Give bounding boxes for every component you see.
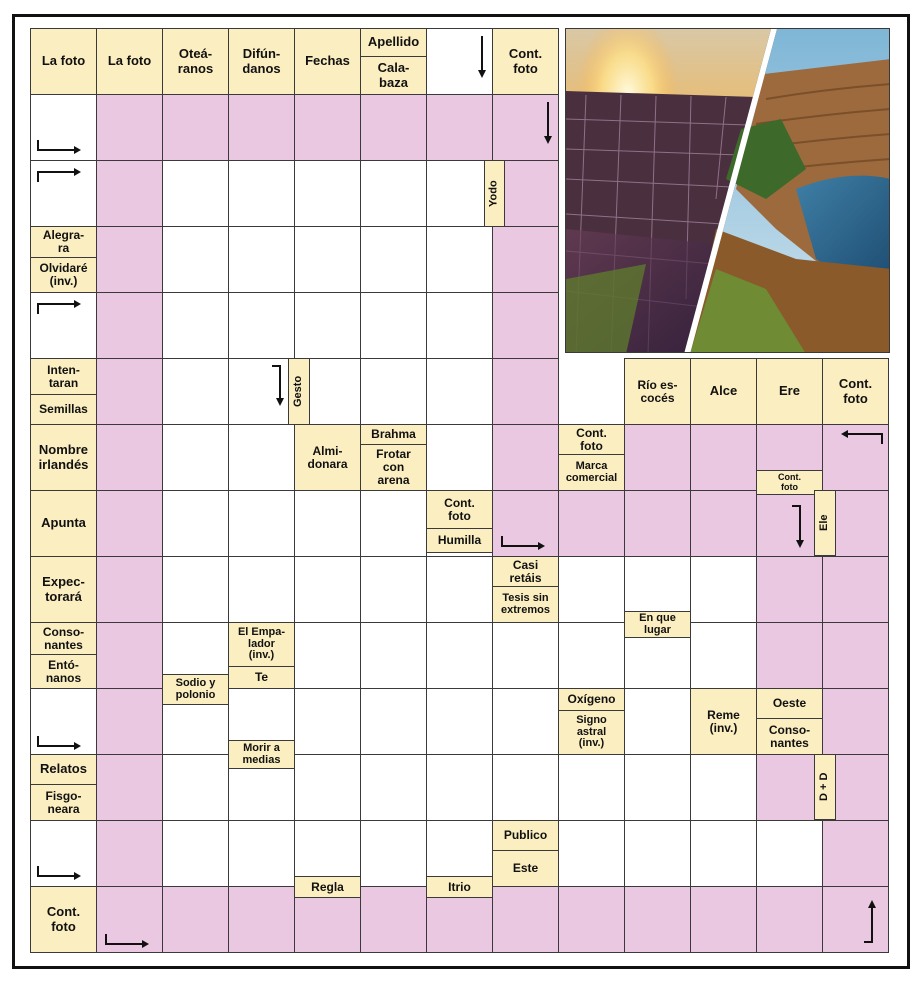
- clue-intentaran: Inten- taran: [30, 358, 97, 395]
- grid-cell: [624, 424, 691, 491]
- grid-cell[interactable]: [30, 160, 97, 227]
- grid-cell[interactable]: [294, 490, 361, 557]
- puzzle-photo: [565, 28, 890, 353]
- clue-cont-foto-right: Cont. foto: [822, 358, 889, 425]
- grid-cell[interactable]: [360, 490, 427, 557]
- grid-cell: [756, 886, 823, 953]
- clue-d-mas-d: D + D: [814, 754, 836, 820]
- grid-cell: [558, 490, 625, 557]
- grid-cell[interactable]: [294, 160, 361, 227]
- grid-cell[interactable]: [426, 424, 493, 491]
- grid-cell[interactable]: [756, 820, 823, 887]
- grid-cell: [624, 490, 691, 557]
- clue-ele: Ele: [814, 490, 836, 556]
- grid-cell[interactable]: [294, 556, 361, 623]
- clue-almidonara: Almi- donara: [294, 424, 361, 491]
- clue-entonanos: Entó- nanos: [30, 654, 97, 689]
- clue-cont-foto-bottom: Cont. foto: [30, 886, 97, 953]
- clue-cont-foto-top: Cont. foto: [492, 28, 559, 95]
- grid-cell: [756, 490, 823, 557]
- clue-apunta: Apunta: [30, 490, 97, 557]
- grid-cell: [822, 886, 889, 953]
- clue-el-empalador: El Empa- lador (inv.): [228, 622, 295, 667]
- grid-cell: [492, 358, 559, 425]
- grid-cell: [426, 94, 493, 161]
- grid-cell[interactable]: [360, 292, 427, 359]
- grid-cell[interactable]: [162, 490, 229, 557]
- grid-cell[interactable]: [690, 820, 757, 887]
- clue-alegrara: Alegra- ra: [30, 226, 97, 258]
- clue-relatos: Relatos: [30, 754, 97, 785]
- clue-yodo: Yodo: [484, 160, 505, 227]
- grid-cell: [228, 886, 295, 953]
- clue-semillas: Semillas: [30, 394, 97, 425]
- grid-cell[interactable]: [690, 556, 757, 623]
- grid-cell: [492, 424, 559, 491]
- grid-cell: [96, 160, 163, 227]
- grid-cell[interactable]: [360, 160, 427, 227]
- grid-cell[interactable]: [360, 358, 427, 425]
- clue-calabaza: Cala- baza: [360, 56, 427, 95]
- grid-cell: [822, 688, 889, 755]
- grid-cell[interactable]: [162, 820, 229, 887]
- clue-tesis-sin-extremos: Tesis sin extremos: [492, 586, 559, 623]
- grid-cell: [294, 94, 361, 161]
- grid-cell: [96, 226, 163, 293]
- grid-cell[interactable]: [162, 754, 229, 821]
- grid-cell[interactable]: [162, 556, 229, 623]
- clue-difundanos: Difún- danos: [228, 28, 295, 95]
- clue-casi-retais: Casi retáis: [492, 556, 559, 587]
- grid-cell: [360, 886, 427, 953]
- grid-cell: [360, 94, 427, 161]
- grid-cell[interactable]: [30, 292, 97, 359]
- clue-fechas: Fechas: [294, 28, 361, 95]
- grid-cell: [690, 490, 757, 557]
- clue-consonantes-2: Conso- nantes: [756, 718, 823, 755]
- grid-cell: [756, 622, 823, 689]
- grid-cell: [96, 886, 163, 953]
- grid-cell[interactable]: [294, 226, 361, 293]
- grid-cell[interactable]: [690, 754, 757, 821]
- clue-oteanos: Oteá- ranos: [162, 28, 229, 95]
- grid-cell: [96, 94, 163, 161]
- grid-cell[interactable]: [426, 622, 493, 689]
- clue-nombre-irlandes: Nombre irlandés: [30, 424, 97, 491]
- grid-cell[interactable]: [360, 820, 427, 887]
- grid-cell[interactable]: [426, 28, 493, 95]
- grid-cell[interactable]: [228, 226, 295, 293]
- clue-cont-foto-mid: Cont. foto: [558, 424, 625, 455]
- grid-cell[interactable]: [558, 754, 625, 821]
- clue-consonantes-1: Conso- nantes: [30, 622, 97, 655]
- clue-morir-a-medias: Morir a medias: [228, 740, 295, 769]
- grid-cell[interactable]: [558, 556, 625, 623]
- grid-cell[interactable]: [492, 622, 559, 689]
- grid-cell[interactable]: [294, 688, 361, 755]
- grid-cell[interactable]: [426, 292, 493, 359]
- grid-cell: [690, 424, 757, 491]
- grid-cell: [96, 754, 163, 821]
- grid-cell: [96, 622, 163, 689]
- clue-te: Te: [228, 666, 295, 689]
- clue-sodio-y-polonio: Sodio y polonio: [162, 674, 229, 705]
- clue-brahma: Brahma: [360, 424, 427, 445]
- grid-cell: [162, 94, 229, 161]
- grid-cell[interactable]: [228, 292, 295, 359]
- grid-cell[interactable]: [624, 754, 691, 821]
- grid-cell[interactable]: [360, 622, 427, 689]
- grid-cell[interactable]: [426, 226, 493, 293]
- grid-cell: [822, 820, 889, 887]
- grid-cell[interactable]: [228, 556, 295, 623]
- grid-cell: [96, 358, 163, 425]
- grid-cell[interactable]: [162, 160, 229, 227]
- grid-cell[interactable]: [426, 688, 493, 755]
- clue-fisgoneara: Fisgo- neara: [30, 784, 97, 821]
- clue-itrio: Itrio: [426, 876, 493, 898]
- clue-en-que-lugar: En que lugar: [624, 611, 691, 638]
- clue-cont-foto-small: Cont. foto: [756, 470, 823, 495]
- grid-cell: [756, 754, 823, 821]
- grid-cell[interactable]: [30, 820, 97, 887]
- grid-cell: [96, 490, 163, 557]
- grid-cell[interactable]: [426, 358, 493, 425]
- grid-cell[interactable]: [30, 94, 97, 161]
- grid-cell: [96, 688, 163, 755]
- clue-gesto: Gesto: [288, 358, 310, 425]
- clue-reme: Reme (inv.): [690, 688, 757, 755]
- grid-cell[interactable]: [294, 754, 361, 821]
- clue-ere: Ere: [756, 358, 823, 425]
- solar-and-mine-image: [566, 29, 890, 353]
- grid-cell[interactable]: [228, 358, 295, 425]
- grid-cell: [492, 94, 559, 161]
- clue-cont-foto-center: Cont. foto: [426, 490, 493, 529]
- grid-cell[interactable]: [228, 820, 295, 887]
- grid-cell[interactable]: [228, 160, 295, 227]
- grid-cell: [624, 886, 691, 953]
- grid-cell[interactable]: [360, 688, 427, 755]
- grid-cell: [822, 622, 889, 689]
- grid-cell[interactable]: [426, 556, 493, 623]
- grid-cell[interactable]: [162, 226, 229, 293]
- grid-cell: [96, 292, 163, 359]
- grid-cell[interactable]: [558, 820, 625, 887]
- grid-cell: [492, 490, 559, 557]
- grid-cell: [690, 886, 757, 953]
- grid-cell[interactable]: [492, 754, 559, 821]
- clue-la-foto-2: La foto: [96, 28, 163, 95]
- clue-marca-comercial: Marca comercial: [558, 454, 625, 491]
- grid-cell[interactable]: [624, 820, 691, 887]
- clue-olvidare: Olvidaré (inv.): [30, 257, 97, 293]
- grid-cell: [228, 94, 295, 161]
- clue-alce: Alce: [690, 358, 757, 425]
- grid-cell: [96, 556, 163, 623]
- grid-cell: [492, 226, 559, 293]
- grid-cell: [822, 424, 889, 491]
- grid-cell[interactable]: [294, 622, 361, 689]
- grid-cell[interactable]: [360, 754, 427, 821]
- grid-cell[interactable]: [690, 622, 757, 689]
- grid-cell[interactable]: [228, 424, 295, 491]
- clue-publico: Publico: [492, 820, 559, 851]
- clue-oeste: Oeste: [756, 688, 823, 719]
- grid-cell[interactable]: [558, 622, 625, 689]
- grid-cell[interactable]: [228, 490, 295, 557]
- clue-regla: Regla: [294, 876, 361, 898]
- grid-cell[interactable]: [360, 226, 427, 293]
- grid-cell: [96, 820, 163, 887]
- clue-frotar-con-arena: Frotar con arena: [360, 444, 427, 491]
- grid-cell: [822, 556, 889, 623]
- clue-la-foto-1: La foto: [30, 28, 97, 95]
- grid-cell[interactable]: [162, 358, 229, 425]
- clue-signo-astral: Signo astral (inv.): [558, 710, 625, 755]
- grid-cell[interactable]: [30, 688, 97, 755]
- clue-apellido: Apellido: [360, 28, 427, 57]
- clue-rio-escoces: Río es- cocés: [624, 358, 691, 425]
- grid-cell[interactable]: [294, 292, 361, 359]
- grid-cell: [492, 292, 559, 359]
- grid-cell[interactable]: [492, 688, 559, 755]
- grid-cell[interactable]: [360, 556, 427, 623]
- clue-expectorara: Expec- torará: [30, 556, 97, 623]
- grid-cell: [492, 886, 559, 953]
- grid-cell[interactable]: [162, 424, 229, 491]
- grid-cell[interactable]: [426, 160, 493, 227]
- grid-cell: [162, 886, 229, 953]
- grid-cell: [96, 424, 163, 491]
- clue-este: Este: [492, 850, 559, 887]
- grid-cell[interactable]: [426, 754, 493, 821]
- grid-cell[interactable]: [624, 688, 691, 755]
- grid-cell: [756, 556, 823, 623]
- grid-cell: [558, 886, 625, 953]
- clue-humilla: Humilla: [426, 528, 493, 553]
- clue-oxigeno: Oxígeno: [558, 688, 625, 711]
- grid-cell[interactable]: [162, 292, 229, 359]
